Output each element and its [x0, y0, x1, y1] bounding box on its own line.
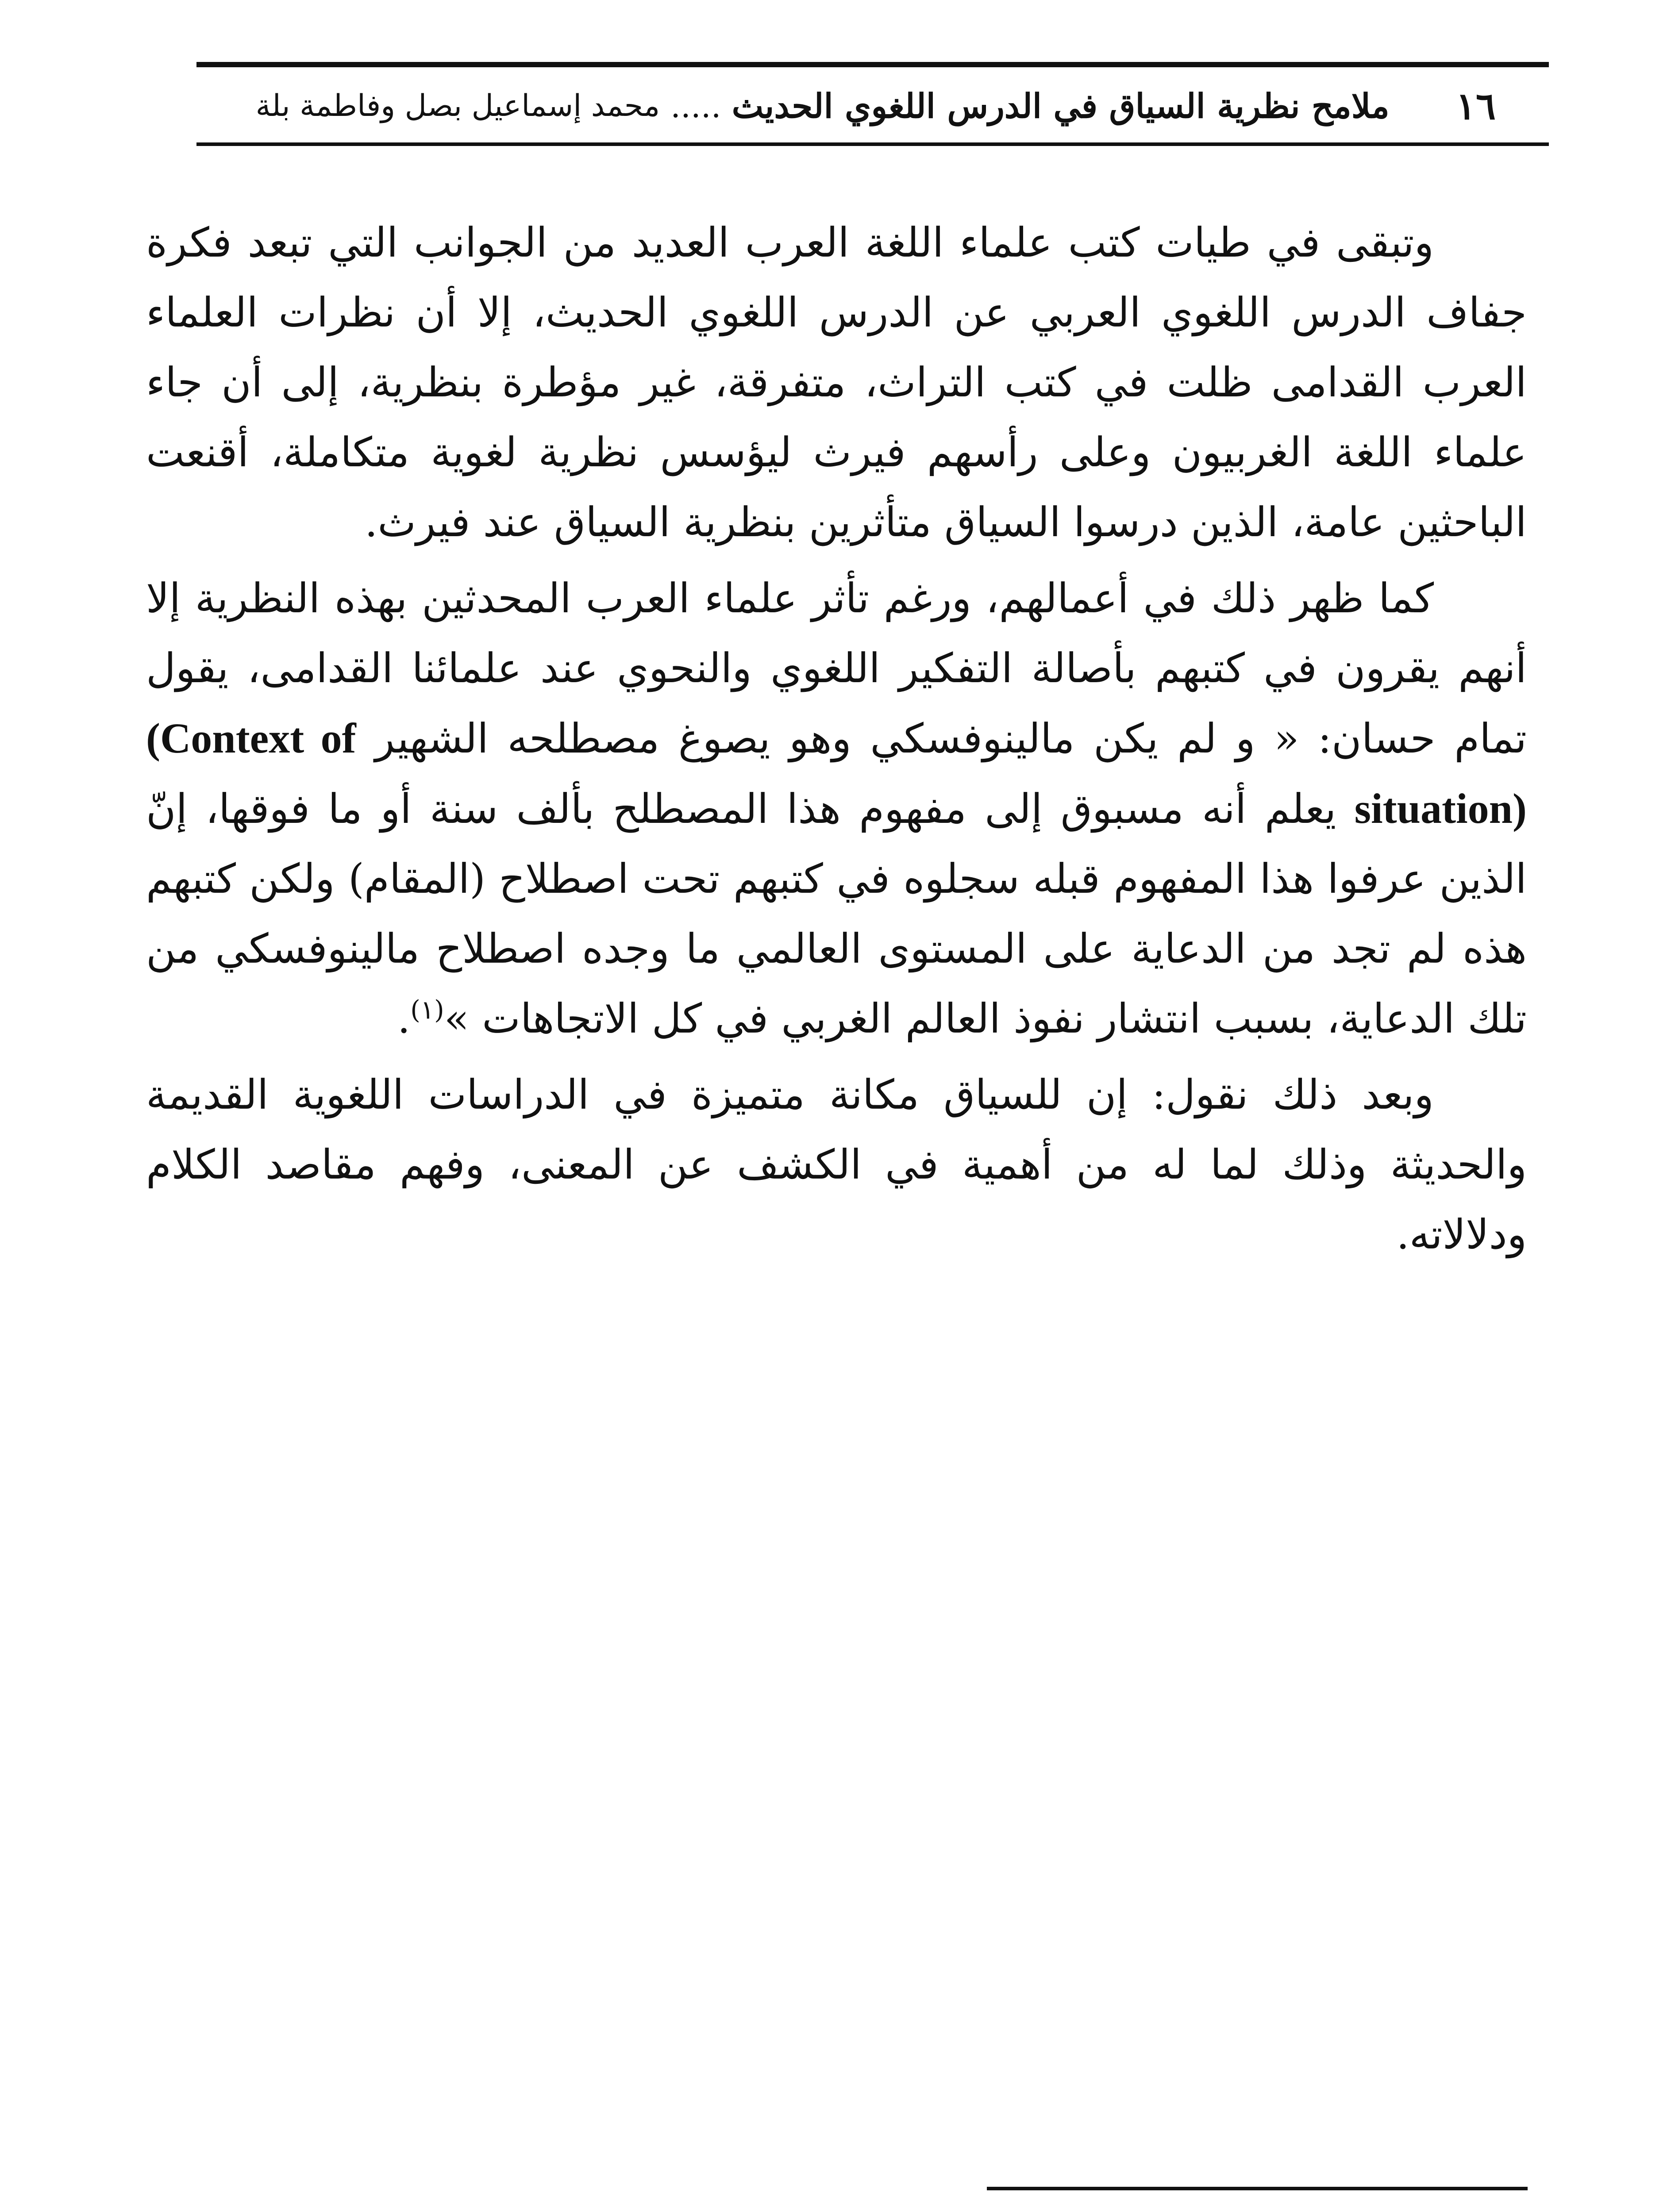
paragraph-3 [146, 1060, 1527, 1270]
footnote-rule [987, 2187, 1528, 2190]
body-text [146, 208, 1527, 1276]
running-header [196, 73, 1549, 139]
paragraph-3-text: وبعد ذلك نقول: إن للسياق مكانة متميزة في الدراسات اللغوية القديمة والحديثة وذلك لما له من أهمية في الكشف عن المعنى، وفهم مقاصد الكلام ودلالاته. [146, 1071, 1527, 1258]
paragraph-2-end: . [397, 995, 411, 1042]
paragraph-2-text-after: يعلم أنه مسبوق إلى مفهوم هذا المصطلح بألف سنة أو ما فوقها، إنّ الذين عرفوا هذا المفهوم قبله سجلوه في كتبهم تحت اصطلاح (المقام) ولكن كتبهم هذه لم تجد من الدعاية على المستوى العالمي ما وجده اصطلاح مالينوفسكي من تلك الدعاية، بسبب انتشار نفوذ العالم الغربي في كل الاتجاهات » [146, 785, 1527, 1042]
header-separator: ..... [670, 88, 721, 125]
header-authors: محمد إسماعيل بصل وفاطمة بلة [255, 88, 660, 123]
paragraph-2 [146, 564, 1527, 1054]
running-title: ملامح نظرية السياق في الدرس اللغوي الحديث [732, 86, 1390, 126]
header-bottom-rule [196, 142, 1549, 146]
latin-term: (Context of situation) [146, 714, 1527, 832]
footnote [398, 2210, 1528, 2212]
page-number: ١٦ [1455, 84, 1496, 128]
paragraph-1-text: وتبقى في طيات كتب علماء اللغة العرب العديد من الجوانب التي تبعد فكرة جفاف الدرس اللغوي العربي عن الدرس اللغوي الحديث، إلا أن نظرات العلماء العرب القدامى ظلت في كتب التراث، متفرقة، غير مؤطرة بنظرية، إلى أن جاء علماء اللغة الغربيون وعلى رأسهم فيرث ليؤسس نظرية لغوية متكاملة، أقنعت الباحثين عامة، الذين درسوا السياق متأثرين بنظرية السياق عند فيرث. [146, 219, 1527, 546]
paragraph-1 [146, 208, 1527, 557]
paragraph-2-text-before: كما ظهر ذلك في أعمالهم، ورغم تأثر علماء العرب المحدثين بهذه النظرية إلا أنهم يقرون في كتبهم بأصالة التفكير اللغوي والنحوي عند علمائنا القدامى، يقول تمام حسان: « و لم يكن مالينوفسكي وهو يصوغ مصطلحه الشهير [146, 575, 1527, 762]
footnote-reference: (١) [410, 995, 444, 1025]
header-top-rule [196, 62, 1549, 67]
